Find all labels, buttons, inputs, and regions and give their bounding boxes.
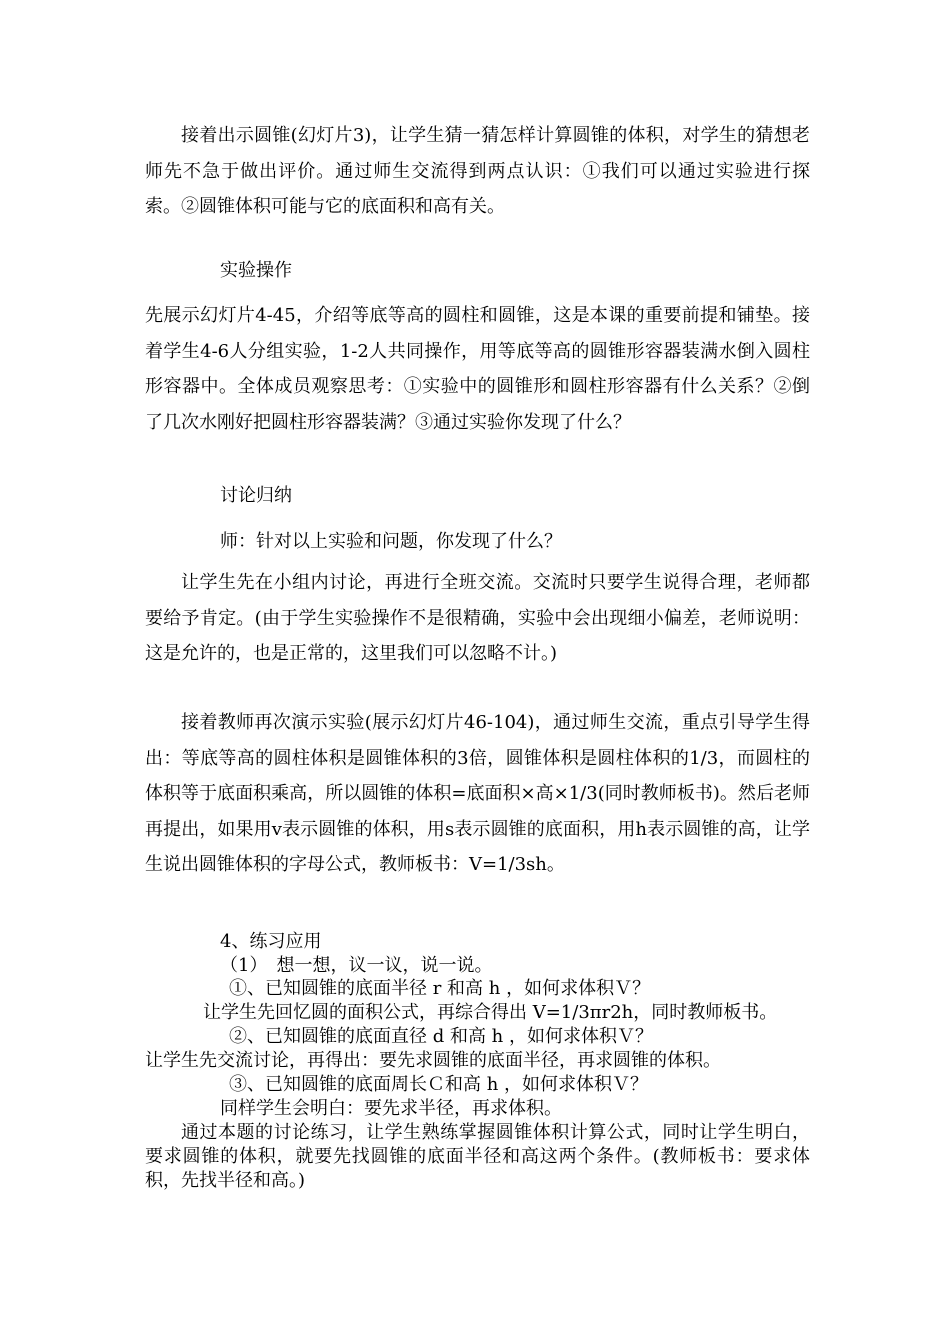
practice-line-2: ①、已知圆锥的底面半径 r 和高 h ，如何求体积Ｖ？ <box>229 978 651 999</box>
practice-line-4: ②、已知圆锥的底面直径 d 和高 h ，如何求体积Ｖ？ <box>229 1026 653 1047</box>
paragraph-guess-cone-volume: 接着出示圆锥(幻灯片3)，让学生猜一猜怎样计算圆锥的体积，对学生的猜想老师先不急于做出评价。通过师生交流得到两点认识：①我们可以通过实验进行探索。②圆锥体积可能与它的底面积和高有关。 <box>145 125 810 217</box>
paragraph-teacher-question: 师：针对以上实验和问题，你发现了什么？ <box>220 531 562 552</box>
heading-experiment: 实验操作 <box>220 260 292 281</box>
paragraph-experiment-steps: 先展示幻灯片4-45，介绍等底等高的圆柱和圆锥，这是本课的重要前提和铺垫。接着学生4-6人分组实验，1-2人共同操作，用等底等高的圆锥形容器装满水倒入圆柱形容器中。全体成员观察思考：①实验中的圆锥形和圆柱形容器有什么关系？②倒了几次水刚好把圆柱形容器装满？③通过实验你发现了什么？ <box>145 305 810 433</box>
practice-line-3: 让学生先回忆圆的面积公式，再综合得出 V=1/3πr2h，同时教师板书。 <box>203 1002 778 1023</box>
practice-line-7: 同样学生会明白：要先求半径，再求体积。 <box>220 1098 562 1119</box>
practice-summary: 通过本题的讨论练习，让学生熟练掌握圆锥体积计算公式，同时让学生明白，要求圆锥的体积，就要先找圆锥的底面半径和高这两个条件。(教师板书：要求体积，先找半径和高。) <box>145 1122 810 1191</box>
practice-line-5: 让学生先交流讨论，再得出：要先求圆锥的底面半径，再求圆锥的体积。 <box>145 1050 721 1071</box>
practice-line-6: ③、已知圆锥的底面周长Ｃ和高 h ，如何求体积Ｖ？ <box>229 1074 649 1095</box>
paragraph-formula-derivation: 接着教师再次演示实验(展示幻灯片46-104)，通过师生交流，重点引导学生得出：等底等高的圆柱体积是圆锥体积的3倍，圆锥体积是圆柱体积的1/3，而圆柱的体积等于底面积乘高，所以圆锥的体积=底面积×高×1/3(同时教师板书)。然后老师再提出，如果用v表示圆锥的体积，用s表示圆锥的底面积，用h表示圆锥的高，让学生说出圆锥体积的字母公式，教师板书：V=1/3sh。 <box>145 712 810 875</box>
paragraph-group-discussion: 让学生先在小组内讨论，再进行全班交流。交流时只要学生说得合理，老师都要给予肯定。(由于学生实验操作不是很精确，实验中会出现细小偏差，老师说明：这是允许的，也是正常的，这里我们可以忽略不计。) <box>145 572 810 664</box>
practice-title: 4、练习应用 <box>220 931 322 952</box>
heading-discussion: 讨论归纳 <box>220 485 292 506</box>
practice-line-1: （1） 想一想，议一议，说一说。 <box>220 955 493 976</box>
